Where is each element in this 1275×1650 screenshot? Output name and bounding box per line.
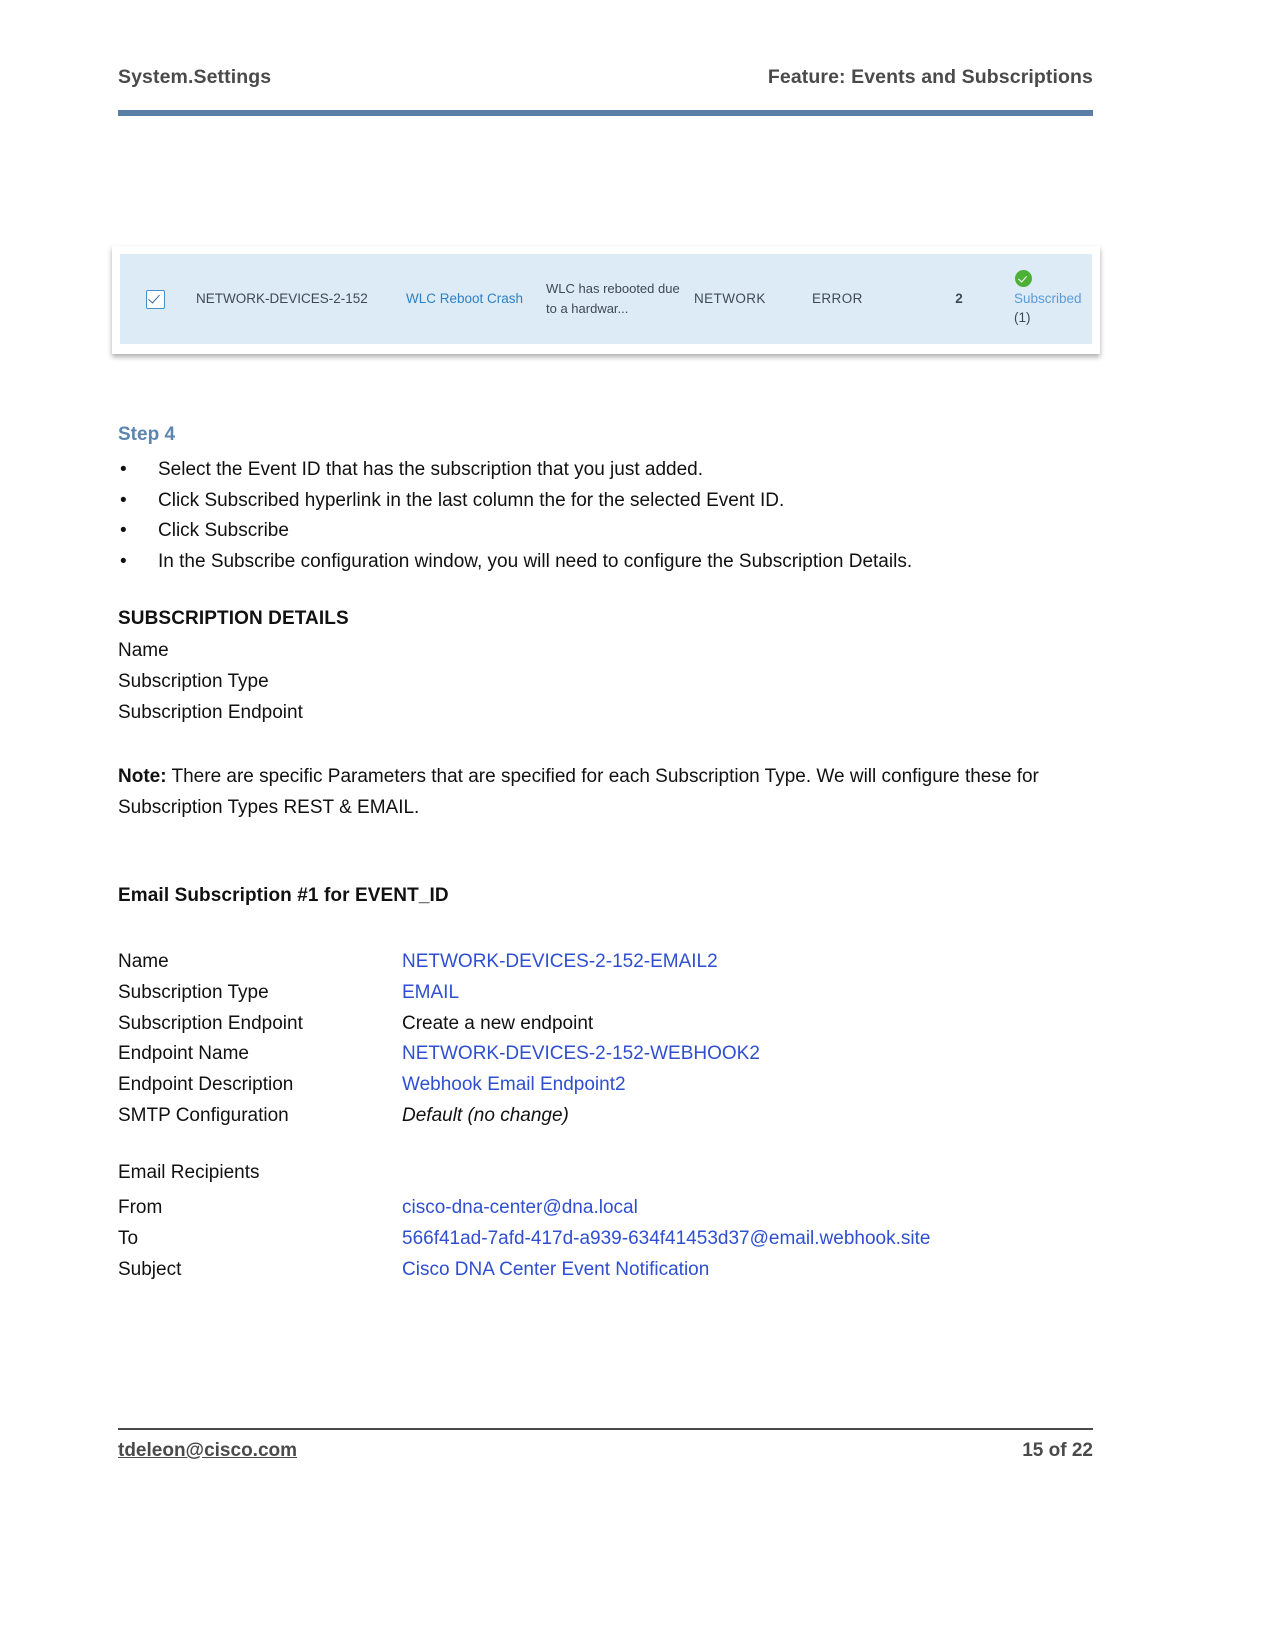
field-value: NETWORK-DEVICES-2-152-WEBHOOK2 (402, 1043, 760, 1065)
cell-description: WLC has rebooted due to a hardwar... (546, 280, 680, 316)
field-label: To (118, 1227, 139, 1249)
subscribed-link[interactable]: Subscribed (1014, 291, 1082, 307)
field-label: Subscription Type (118, 981, 269, 1003)
footer-email[interactable]: tdeleon@cisco.com (118, 1440, 298, 1461)
email-recipients-heading: Email Recipients (118, 1162, 260, 1183)
subscription-details-field-type: Subscription Type (118, 671, 269, 692)
footer-divider (118, 1428, 1093, 1430)
cell-event-name-link[interactable]: WLC Reboot Crash (406, 290, 524, 306)
field-row (118, 1039, 1078, 1070)
step-title: Step 4 (118, 424, 176, 445)
field-row (118, 947, 1078, 978)
field-row (118, 1070, 1078, 1101)
list-item (118, 516, 1078, 547)
checkbox-checked-icon[interactable] (146, 290, 165, 309)
note-text: There are specific Parameters that are specified for each Subscription Type. We will configure these for Subscription Types REST & EMAIL. (118, 766, 1039, 818)
email-subscription-heading: Email Subscription #1 for EVENT_ID (118, 885, 449, 906)
bullet-dot-icon: • (120, 459, 127, 480)
cell-subscription-status[interactable] (1004, 270, 1092, 328)
list-item (118, 547, 1078, 578)
field-value: NETWORK-DEVICES-2-152-EMAIL2 (402, 951, 718, 972)
cell-severity: ERROR (812, 290, 863, 306)
cell-count: 2 (955, 290, 963, 306)
field-value: Create a new endpoint (402, 1012, 594, 1034)
field-label: Name (118, 951, 169, 972)
bullet-dot-icon: • (120, 550, 127, 572)
cell-category: NETWORK (694, 290, 766, 306)
field-value: 566f41ad-7afd-417d-a939-634f41453d37@email.webhook.site (402, 1227, 931, 1249)
subscription-details-heading: SUBSCRIPTION DETAILS (118, 608, 349, 629)
field-value: cisco-dna-center@dna.local (402, 1197, 638, 1218)
status-success-icon (1015, 270, 1032, 287)
subscription-details-field-endpoint: Subscription Endpoint (118, 702, 303, 723)
document-header (118, 66, 1093, 89)
note-block (118, 762, 1070, 823)
field-label: From (118, 1197, 163, 1218)
email-recipient-fields (118, 1193, 1078, 1285)
email-subscription-fields (118, 947, 1078, 1132)
field-label: Subject (118, 1258, 182, 1280)
field-row (118, 978, 1078, 1009)
note-label: Note: (118, 766, 167, 787)
table-row[interactable] (120, 254, 1092, 344)
document-footer (118, 1440, 1093, 1462)
field-value: Cisco DNA Center Event Notification (402, 1258, 710, 1280)
header-left-title: System.Settings (118, 66, 272, 88)
field-row (118, 1101, 1078, 1132)
field-value: EMAIL (402, 981, 460, 1003)
field-label: Endpoint Name (118, 1043, 249, 1065)
list-item-text: Select the Event ID that has the subscription that you just added. (158, 459, 703, 480)
footer-page-number: 15 of 22 (1022, 1440, 1093, 1461)
list-item-text: In the Subscribe configuration window, you will need to configure the Subscription Details. (158, 550, 913, 572)
bullet-dot-icon: • (120, 520, 127, 541)
field-label: Endpoint Description (118, 1074, 294, 1096)
field-row (118, 1224, 1078, 1255)
bullet-dot-icon: • (120, 489, 127, 511)
field-row (118, 1193, 1078, 1224)
header-right-title: Feature: Events and Subscriptions (767, 66, 1093, 88)
header-divider (118, 110, 1093, 116)
subscription-count: (1) (1014, 310, 1031, 325)
field-label: Subscription Endpoint (118, 1012, 303, 1034)
list-item (118, 455, 1078, 486)
field-value: Default (no change) (402, 1104, 569, 1126)
list-item-text: Click Subscribed hyperlink in the last column the for the selected Event ID. (158, 489, 785, 511)
list-item-text: Click Subscribe (158, 520, 289, 541)
embedded-screenshot-card (112, 246, 1100, 354)
cell-event-id: NETWORK-DEVICES-2-152 (196, 290, 368, 306)
list-item (118, 486, 1078, 517)
subscription-details-field-name: Name (118, 640, 169, 661)
field-row (118, 1009, 1078, 1040)
row-checkbox-cell[interactable] (120, 290, 190, 309)
field-value: Webhook Email Endpoint2 (402, 1074, 626, 1096)
field-label: SMTP Configuration (118, 1104, 289, 1126)
step-bullet-list (118, 455, 1078, 577)
field-row (118, 1255, 1078, 1286)
